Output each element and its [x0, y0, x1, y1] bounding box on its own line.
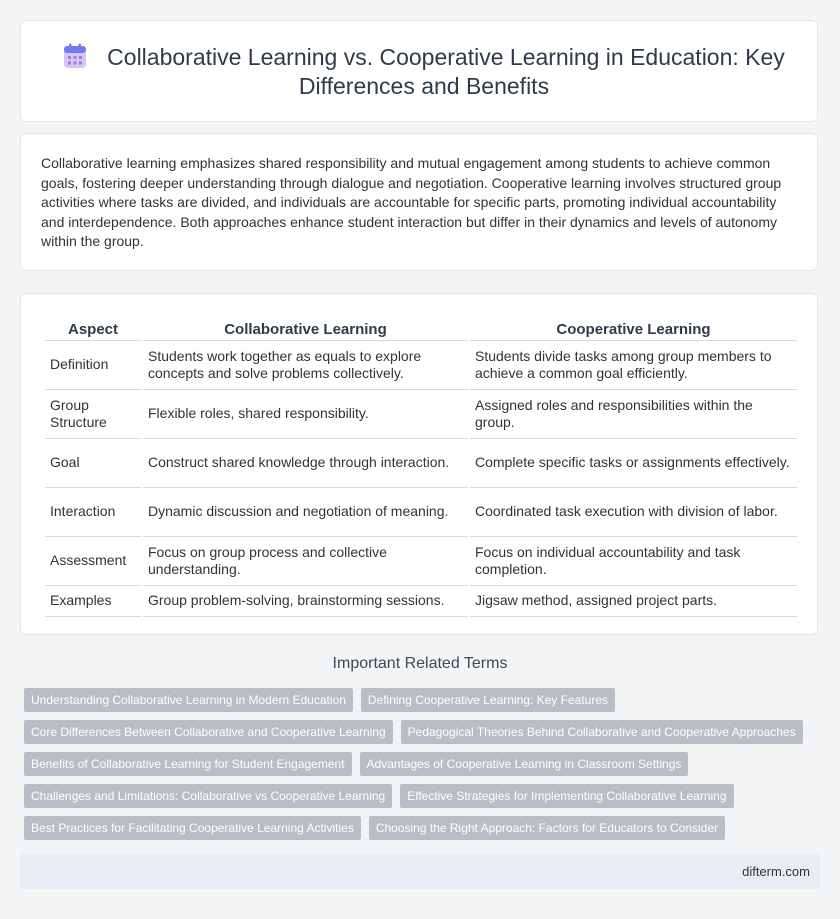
- cell-cooperative: Coordinated task execution with division of labor.: [470, 488, 797, 537]
- cell-aspect: Interaction: [45, 488, 141, 537]
- cell-cooperative: Assigned roles and responsibilities within the group.: [470, 390, 797, 439]
- header-aspect: Aspect: [45, 314, 141, 341]
- cell-aspect: Examples: [45, 586, 141, 617]
- cell-collaborative: Group problem-solving, brainstorming sessions.: [143, 586, 468, 617]
- related-term-tag[interactable]: Benefits of Collaborative Learning for Student Engagement: [24, 752, 352, 776]
- related-term-tag[interactable]: Challenges and Limitations: Collaborative vs Cooperative Learning: [24, 784, 392, 808]
- cell-aspect: Goal: [45, 439, 141, 488]
- related-terms-list: [24, 688, 824, 848]
- header-card: [20, 20, 818, 122]
- table-row: [45, 488, 797, 537]
- related-term-tag[interactable]: Effective Strategies for Implementing Collaborative Learning: [400, 784, 733, 808]
- page-title-text: Collaborative Learning vs. Cooperative Learning in Education: Key Differences and Benefits: [107, 44, 785, 99]
- related-term-tag[interactable]: Core Differences Between Collaborative and Cooperative Learning: [24, 720, 393, 744]
- site-link[interactable]: difterm.com: [742, 864, 810, 879]
- cell-aspect: Definition: [45, 341, 141, 390]
- tag-row: [24, 720, 824, 744]
- cell-collaborative: Dynamic discussion and negotiation of meaning.: [143, 488, 468, 537]
- cell-aspect: Group Structure: [45, 390, 141, 439]
- table-row: [45, 439, 797, 488]
- cell-aspect: Assessment: [45, 537, 141, 586]
- title-wrap: [51, 43, 797, 101]
- table-row: [45, 586, 797, 617]
- footer: [20, 854, 820, 889]
- tag-row: [24, 816, 824, 840]
- calendar-icon: [63, 43, 87, 69]
- related-term-tag[interactable]: Defining Cooperative Learning: Key Features: [361, 688, 615, 712]
- table-header-row: [45, 314, 797, 341]
- related-term-tag[interactable]: Choosing the Right Approach: Factors for Educators to Consider: [369, 816, 725, 840]
- table-row: [45, 537, 797, 586]
- cell-collaborative: Students work together as equals to explore concepts and solve problems collectively.: [143, 341, 468, 390]
- comparison-table-card: [20, 293, 818, 635]
- cell-collaborative: Focus on group process and collective understanding.: [143, 537, 468, 586]
- table-row: [45, 390, 797, 439]
- cell-cooperative: Complete specific tasks or assignments effectively.: [470, 439, 797, 488]
- cell-cooperative: Jigsaw method, assigned project parts.: [470, 586, 797, 617]
- cell-cooperative: Focus on individual accountability and task completion.: [470, 537, 797, 586]
- tag-row: [24, 784, 824, 808]
- cell-collaborative: Construct shared knowledge through interaction.: [143, 439, 468, 488]
- page-title: [51, 43, 797, 101]
- tag-row: [24, 752, 824, 776]
- intro-text: Collaborative learning emphasizes shared responsibility and mutual engagement among students to achieve common goals, fostering deeper understanding through dialogue and negotiation. Cooperative learning involves structured group activities where tasks are divided, and individuals are accountable for specific parts, promoting individual accountability and interdependence. Both approaches enhance student interaction but differ in their dynamics and levels of autonomy within the group.: [41, 155, 782, 249]
- tag-row: [24, 688, 824, 712]
- related-term-tag[interactable]: Advantages of Cooperative Learning in Classroom Settings: [360, 752, 689, 776]
- header-collaborative: Collaborative Learning: [143, 314, 468, 341]
- cell-cooperative: Students divide tasks among group members to achieve a common goal efficiently.: [470, 341, 797, 390]
- related-term-tag[interactable]: Best Practices for Facilitating Cooperative Learning Activities: [24, 816, 361, 840]
- related-term-tag[interactable]: Pedagogical Theories Behind Collaborative and Cooperative Approaches: [401, 720, 803, 744]
- comparison-table: [43, 314, 799, 617]
- intro-card: [20, 133, 818, 271]
- table-row: [45, 341, 797, 390]
- related-terms-heading: Important Related Terms: [332, 655, 508, 672]
- cell-collaborative: Flexible roles, shared responsibility.: [143, 390, 468, 439]
- header-cooperative: Cooperative Learning: [470, 314, 797, 341]
- related-term-tag[interactable]: Understanding Collaborative Learning in Modern Education: [24, 688, 353, 712]
